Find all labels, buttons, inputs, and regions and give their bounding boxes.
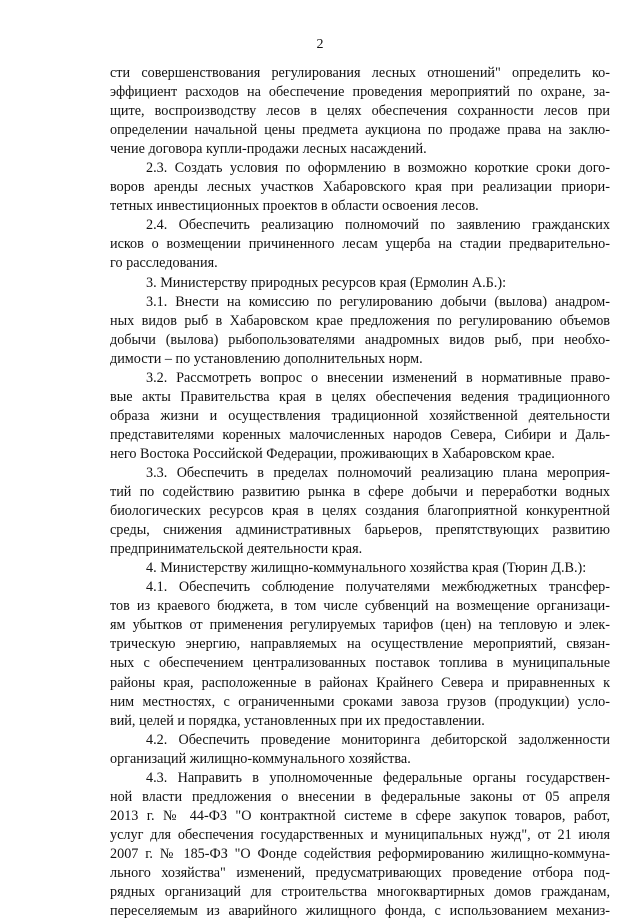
text-line: исков о возмещении причиненного лесам ущерба на стадии предварительно- <box>110 236 610 253</box>
text-line: тий по содействию развитию рынка в сфере добычи и переработки водных <box>110 484 610 501</box>
text-line: 2007 г. № 185-ФЗ "О Фонде содействия реформированию жилищно-коммуна- <box>110 845 610 862</box>
text-line: ных с обеспечением централизованных поставок топлива в муниципальные <box>110 655 610 672</box>
text-line: 3.2. Рассмотреть вопрос о внесении изменений в нормативные право- <box>146 369 610 386</box>
text-line: сти совершенствования регулирования лесных отношений" определить ко- <box>110 65 610 81</box>
text-line: 4.1. Обеспечить соблюдение получателями межбюджетных трансфер- <box>146 579 610 596</box>
text-line: организаций жилищно-коммунального хозяйства. <box>110 750 411 767</box>
text-line: ям убытков от применения регулируемых тарифов (цен) на тепловую и элек- <box>110 617 610 634</box>
text-line: льного хозяйства" изменений, предусматривающих проведение отбора под- <box>110 864 610 881</box>
paragraph <box>110 64 610 159</box>
text-line: ной власти предложения о внесении в федеральные законы от 05 апреля <box>110 788 610 805</box>
text-line: димости – по установлению дополнительных норм. <box>110 350 423 367</box>
text-line: 4.3. Направить в уполномоченные федеральные органы государствен- <box>146 769 610 786</box>
paragraph <box>110 578 610 730</box>
text-line: него Востока Российской Федерации, проживающих в Хабаровском крае. <box>110 445 555 462</box>
paragraph <box>110 464 610 559</box>
paragraph <box>110 559 610 578</box>
text-line: рядных организаций для строительства многоквартирных домов гражданам, <box>110 884 610 901</box>
text-line: 4.2. Обеспечить проведение мониторинга дебиторской задолженности <box>146 731 610 748</box>
text-line: 3.3. Обеспечить в пределах полномочий реализацию плана мероприя- <box>146 464 610 481</box>
text-line: ним местностях, с ограниченными сроками завоза грузов (продукции) усло- <box>110 693 610 710</box>
text-line: эффициент расходов на обеспечение проведения мероприятий по охране, за- <box>110 84 610 101</box>
text-line: добычи (вылова) рыбопользователями анадромных видов рыб, при необхо- <box>110 331 610 348</box>
text-line: предпринимательской деятельности края. <box>110 541 363 558</box>
text-line: представителями коренных малочисленных народов Севера, Сибири и Даль- <box>110 426 610 443</box>
text-line: образа жизни и осуществления традиционной хозяйственной деятельности <box>110 407 610 424</box>
paragraph <box>110 769 610 921</box>
text-line: 2.3. Создать условия по оформлению в возможно короткие сроки дого- <box>146 160 610 177</box>
text-line: вые акты Правительства края в целях обеспечения ведения традиционного <box>110 388 610 405</box>
text-line: среды, снижения административных барьеров, препятствующих развитию <box>110 522 610 539</box>
text-line: переселяемым из аварийного жилищного фонда, с использованием механиз- <box>110 903 610 920</box>
document-body <box>110 64 610 921</box>
text-line: щите, воспроизводству лесов в целях обеспечения сохранности лесов при <box>110 103 610 120</box>
text-line: го расследования. <box>110 255 218 272</box>
text-line: 4. Министерству жилищно-коммунального хозяйства края (Тюрин Д.В.): <box>146 560 587 577</box>
paragraph <box>110 216 610 273</box>
text-line: определении начальной цены предмета аукциона по продаже права на заклю- <box>110 122 610 139</box>
paragraph <box>110 731 610 769</box>
text-line: услуг для обеспечения государственных и муниципальных нужд", от 21 июля <box>110 826 610 843</box>
text-line: 2.4. Обеспечить реализацию полномочий по заявлению гражданских <box>146 217 610 234</box>
page-number: 2 <box>316 37 324 52</box>
text-line: вий, целей и порядка, установленных при их предоставлении. <box>110 712 485 729</box>
paragraph <box>110 159 610 216</box>
text-line: чение договора купли-продажи лесных насаждений. <box>110 141 427 158</box>
text-line: тов из краевого бюджета, в том числе субвенций на возмещение организаци- <box>110 598 610 615</box>
text-line: воров аренды лесных участков Хабаровского края при реализации приори- <box>110 179 610 196</box>
text-line: 3. Министерству природных ресурсов края (Ермолин А.Б.): <box>146 274 507 291</box>
paragraph <box>110 369 610 464</box>
text-line: биологических ресурсов края в целях создания благоприятной конкурентной <box>110 503 610 520</box>
paragraph <box>110 274 610 293</box>
text-line: ных видов рыб в Хабаровском крае предложения по регулированию объемов <box>110 312 610 329</box>
text-line: тетных инвестиционных проектов в области освоения лесов. <box>110 198 479 215</box>
text-line: районы края, расположенные в районах Крайнего Севера и приравненных к <box>110 674 610 691</box>
text-line: 3.1. Внести на комиссию по регулированию добычи (вылова) анадром- <box>146 293 610 310</box>
text-line: 2013 г. № 44-ФЗ "О контрактной системе в сфере закупок товаров, работ, <box>110 807 610 824</box>
paragraph <box>110 293 610 369</box>
text-line: трическую энергию, направляемых на осуществление мероприятий, связан- <box>110 636 610 653</box>
